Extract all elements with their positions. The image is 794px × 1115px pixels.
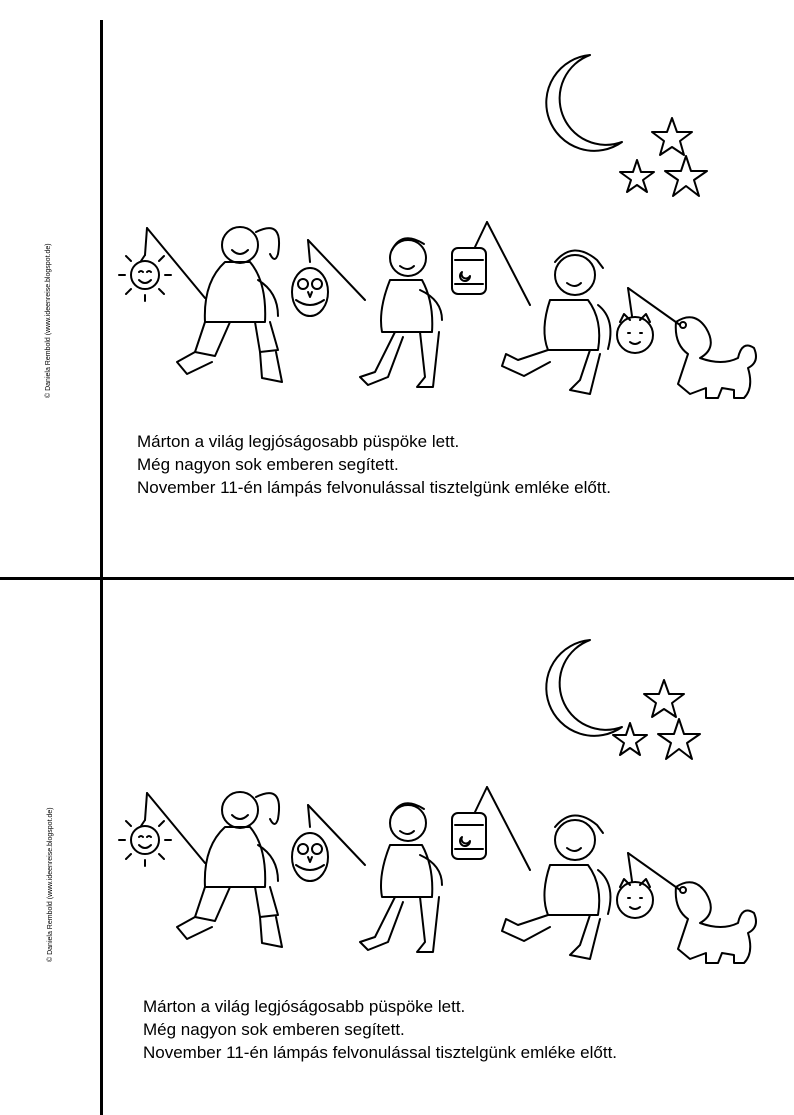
boy-with-moon-lantern [452,787,610,959]
star-icon [652,118,692,155]
dog-with-cat-lantern [617,288,756,398]
copyright-credit: © Daniela Rembold (www.ideenreise.blogspot.de) [45,243,52,398]
verse-line: Márton a világ legjóságosabb püspöke lett. [143,997,466,1016]
verse-line: Márton a világ legjóságosabb püspöke lett. [137,432,460,451]
girl-with-sun-lantern [119,792,282,947]
star-icon [665,156,707,196]
star-icon [644,680,684,717]
verse-text [143,995,617,1064]
boy-with-owl-lantern [292,803,442,952]
verse-line: November 11-én lámpás felvonulással tisztelgünk emléke előtt. [137,478,612,497]
girl-with-sun-lantern [119,227,282,382]
moon-icon [546,640,622,736]
star-icon [658,719,700,759]
verse-line: Még nagyon sok emberen segített. [143,1020,405,1039]
verse-line: November 11-én lámpás felvonulással tisztelgünk emléke előtt. [143,1043,618,1062]
moon-icon [546,55,622,151]
boy-with-owl-lantern [292,238,442,387]
verse-text [137,430,611,499]
card-panel-bottom [0,580,794,1115]
dog-with-cat-lantern [617,853,756,963]
verse-line: Még nagyon sok emberen segített. [137,455,399,474]
copyright-credit: © Daniela Rembold (www.ideenreise.blogspot.de) [47,807,54,962]
star-icon [620,160,654,192]
boy-with-moon-lantern [452,222,610,394]
